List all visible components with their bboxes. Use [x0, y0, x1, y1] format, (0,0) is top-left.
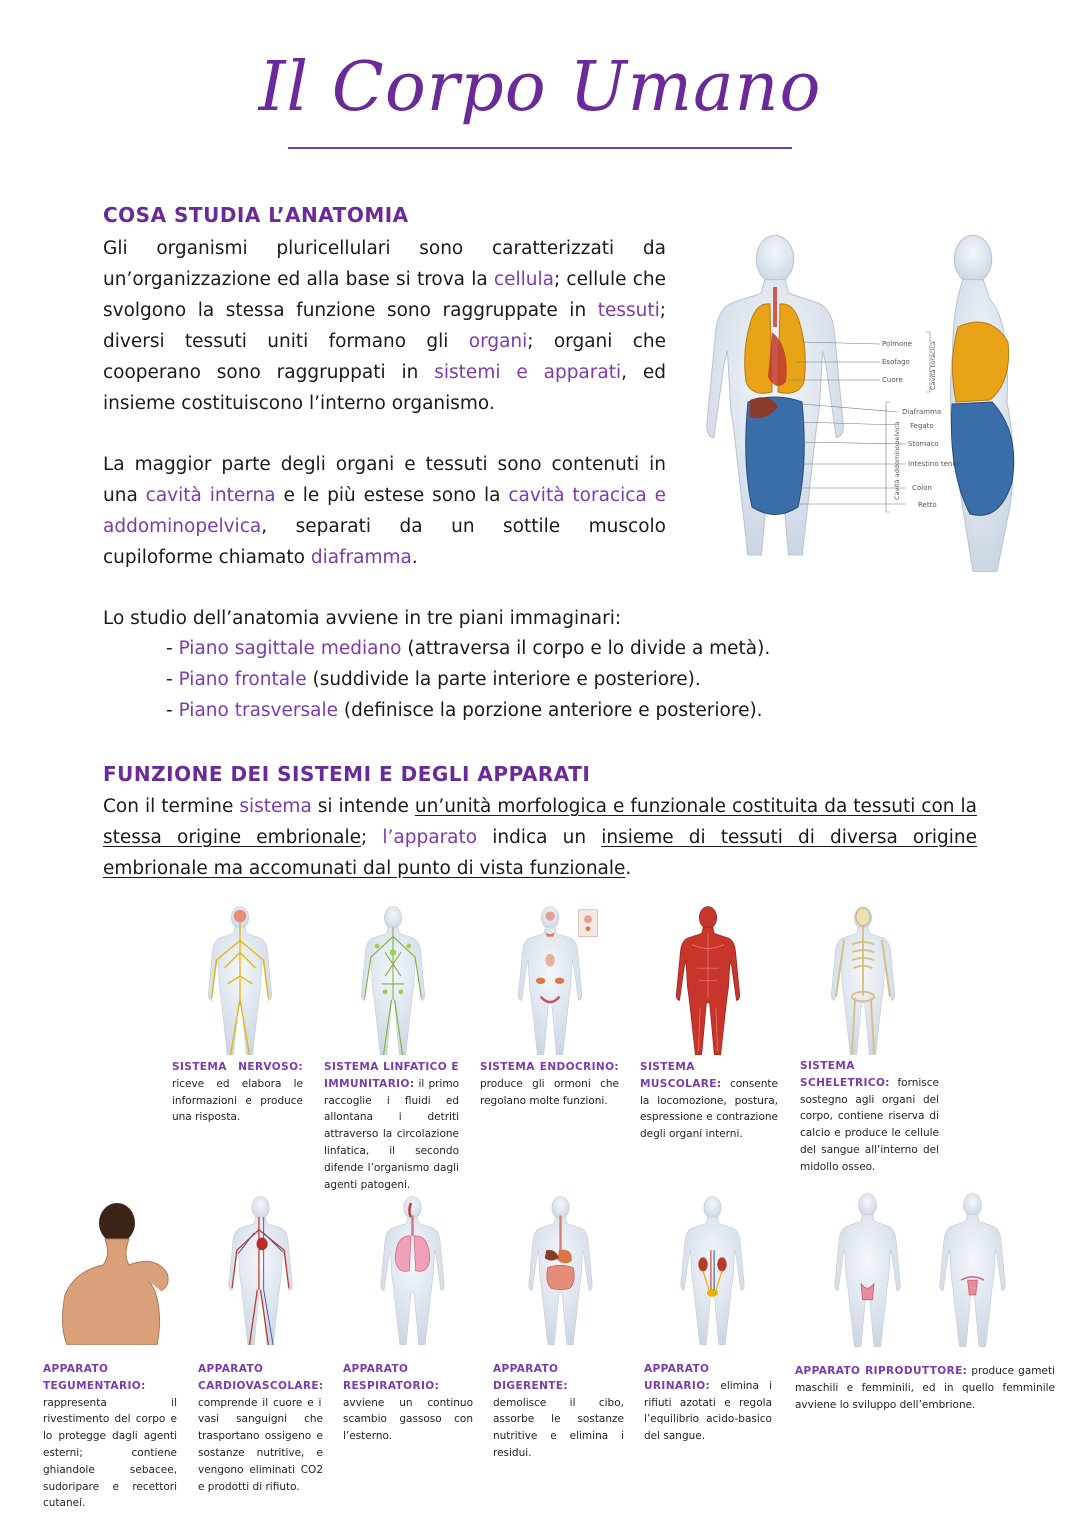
- keyword-sistemi-apparati: sistemi e apparati: [434, 362, 622, 383]
- endocrine-system-figure: [503, 905, 613, 1055]
- urinary-figure: [660, 1195, 765, 1345]
- label-diaframma: Diaframma: [902, 408, 942, 416]
- keyword-organi: organi: [468, 331, 528, 352]
- systems-paragraph: Con il termine sistema si intende un’unità morfologica e funzionale costituita da tessuti con la stessa origine embrionale; l’apparato indica un insieme di tessuti di diversa origine embrionale ma accomunati dal punto di vista funzionale.: [103, 796, 977, 879]
- esophagus-icon: [773, 287, 777, 327]
- definition-apparato: insieme di tessuti di diversa origine embrionale ma accomunati dal punto di vista funzionale: [103, 827, 977, 879]
- caption-sistema-scheletrico: SISTEMA SCHELETRICO: fornisce sostegno agli organi del corpo, contiene riserva di calcio e produce le cellule del sangue all’interno del midollo osseo.: [800, 1060, 939, 1173]
- caption-apparato-riproduttore: APPARATO RIPRODUTTORE: produce gameti maschili e femminili, ed in quello femminile avviene lo sviluppo dell’embrione.: [795, 1365, 1055, 1411]
- label-colon: Colon: [912, 484, 932, 492]
- plane-item: - Piano trasversale (definisce la porzione anteriore e posteriore).: [166, 700, 763, 721]
- anatomy-paragraph-2: La maggior parte degli organi e tessuti sono contenuti in una cavità interna e le più estese sono la cavità toracica e addominopelvica, separati da un sottile muscolo cupiloforme chiamato diaframma.: [103, 454, 666, 568]
- lymphatic-system-figure: [348, 905, 438, 1055]
- skeletal-system-figure: [818, 905, 908, 1055]
- section-heading-anatomy: COSA STUDIA L’ANATOMIA: [103, 203, 409, 227]
- cardiovascular-figure: [208, 1195, 313, 1345]
- planes-list: [166, 633, 770, 726]
- plane-item: - Piano sagittale mediano (attraversa il corpo e lo divide a metà).: [166, 638, 771, 659]
- keyword-cellula: cellula: [493, 269, 554, 290]
- caption-apparato-respiratorio: APPARATO RESPIRATORIO: avviene un continuo scambio gassoso con l’esterno.: [343, 1363, 473, 1443]
- reproductive-male-figure: [820, 1192, 915, 1347]
- keyword-sistema: sistema: [239, 796, 312, 817]
- reproductive-female-figure: [925, 1192, 1020, 1347]
- section-heading-systems: FUNZIONE DEI SISTEMI E DEGLI APPARATI: [103, 762, 591, 786]
- anatomy-paragraph-1: Gli organismi pluricellulari sono caratterizzati da un’organizzazione ed alla base si trova la cellula; cellule che svolgono la stessa funzione sono raggruppate in tessuti; diversi tessuti uniti formano gli organi; organi che cooperano sono raggruppati in sistemi e apparati, ed insieme costituiscono l’interno organismo.: [103, 238, 666, 414]
- keyword-diaframma: diaframma: [310, 547, 412, 568]
- label-cavita-toracica: Cavità toracica: [929, 341, 937, 390]
- caption-sistema-endocrino: SISTEMA ENDOCRINO: produce gli ormoni che regolano molte funzioni.: [480, 1061, 619, 1107]
- keyword-cavita-interna: cavità interna: [145, 485, 276, 506]
- integumentary-figure: [45, 1195, 175, 1345]
- keyword-apparato: l’apparato: [382, 827, 478, 848]
- title-underline: [288, 147, 792, 149]
- keyword-tessuti: tessuti: [597, 300, 660, 321]
- label-retto: Retto: [918, 501, 937, 509]
- caption-apparato-urinario: APPARATO URINARIO: elimina i rifiuti azotati e regola l’equilibrio acido-basico del sangue.: [644, 1363, 772, 1443]
- caption-sistema-linfatico: SISTEMA LINFATICO E IMMUNITARIO: il primo raccoglie i fluidi ed allontana i detriti attraverso la circolazione linfatica, il secondo difende l’organismo dagli agenti patogeni.: [324, 1061, 459, 1191]
- body-cavities-figure: [690, 232, 1040, 572]
- label-intestino-tenue: Intestino tenue: [908, 460, 962, 468]
- page-title: Il Corpo Umano: [258, 48, 822, 127]
- digestive-figure: [508, 1195, 613, 1345]
- plane-item: - Piano frontale (suddivide la parte interiore e posteriore).: [166, 669, 701, 690]
- label-esofago: Esofago: [882, 358, 910, 366]
- nervous-system-figure: [195, 905, 285, 1055]
- muscular-system-figure: [663, 905, 753, 1055]
- caption-apparato-digerente: APPARATO DIGERENTE: demolisce il cibo, assorbe le sostanze nutritive e elimina i residui.: [493, 1363, 624, 1459]
- label-polmone: Polmone: [882, 340, 913, 348]
- caption-sistema-nervoso: SISTEMA NERVOSO: riceve ed elabora le informazioni e produce una risposta.: [172, 1061, 303, 1124]
- caption-apparato-cardiovascolare: APPARATO CARDIOVASCOLARE: comprende il cuore e i vasi sanguigni che trasportano ossigeno e sostanze nutritive, e vengono eliminati CO2 e prodotti di rifiuto.: [198, 1363, 324, 1493]
- label-cavita-addominopelvica: Cavità addominopelvica: [893, 421, 901, 500]
- label-fegato: Fegato: [910, 422, 934, 430]
- caption-sistema-muscolare: SISTEMA MUSCOLARE: consente la locomozione, postura, espressione e contrazione degli organi interni.: [640, 1061, 778, 1141]
- definition-sistema: un’unità morfologica e funzionale costituita da tessuti con la stessa origine embrionale: [103, 796, 977, 848]
- label-cuore: Cuore: [882, 376, 903, 384]
- caption-apparato-tegumentario: APPARATO TEGUMENTARIO: rappresenta il rivestimento del corpo e lo protegge dagli agenti esterni; contiene ghiandole sebacee, sudoripare e recettori cutanei.: [43, 1363, 177, 1510]
- planes-intro: Lo studio dell’anatomia avviene in tre piani immaginari:: [103, 608, 622, 629]
- label-stomaco: Stomaco: [908, 440, 939, 448]
- keyword-cavita-toracica: cavità toracica e addominopelvica: [103, 485, 666, 537]
- respiratory-figure: [360, 1195, 465, 1345]
